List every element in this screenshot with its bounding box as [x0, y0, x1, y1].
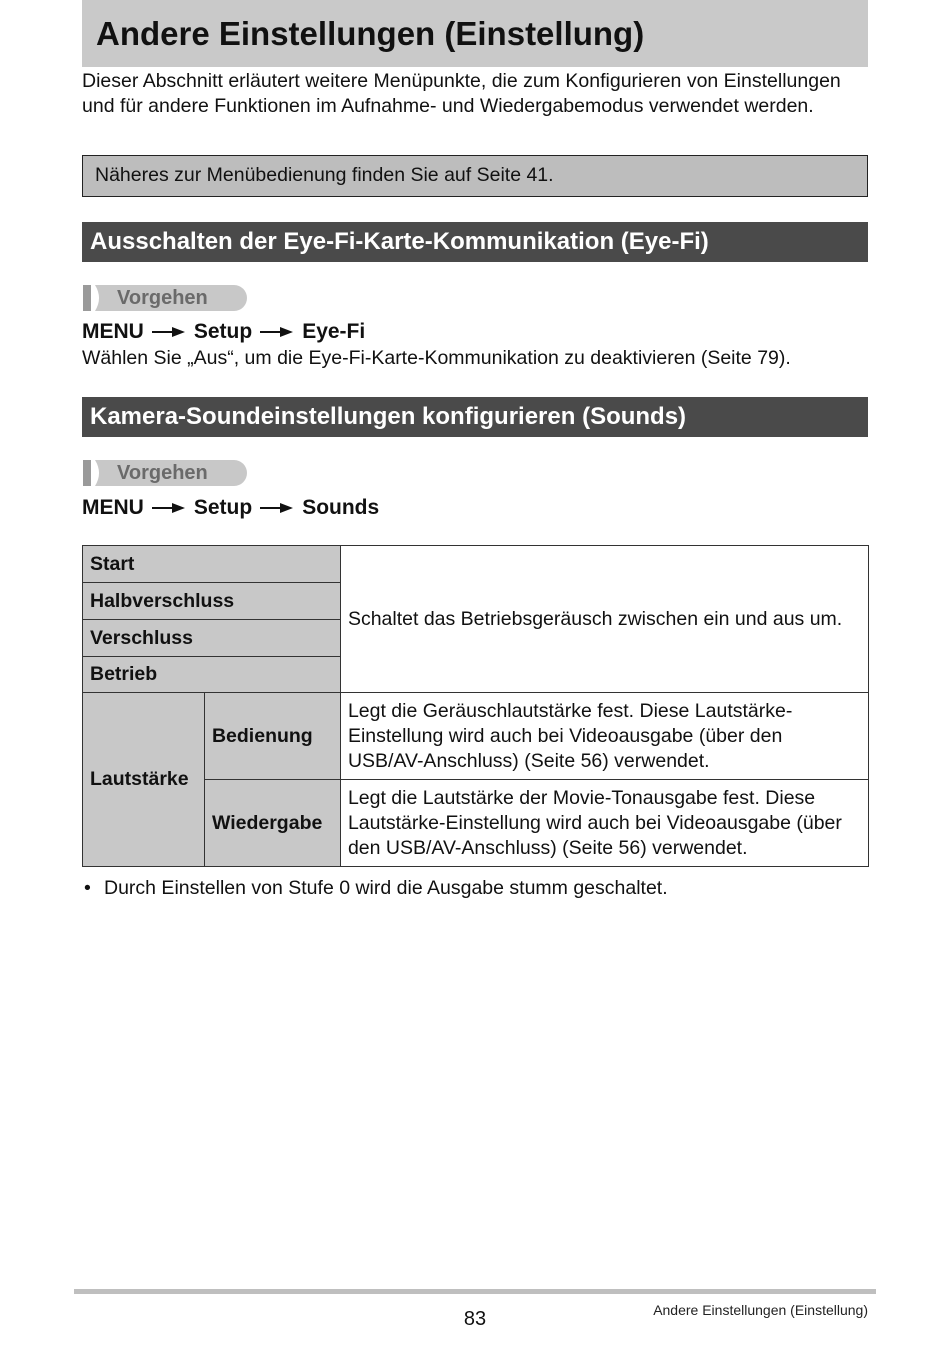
section-heading-eyefi: Ausschalten der Eye-Fi-Karte-Kommunikation (Eye-Fi) [82, 222, 868, 262]
arrow-right-icon [152, 502, 186, 514]
procedure-notch-icon [91, 460, 103, 486]
path-step-setup: Setup [193, 320, 253, 343]
sound-settings-table [82, 545, 869, 867]
bullet-icon: • [84, 877, 91, 899]
bullet-note [84, 876, 668, 901]
path-step-eyefi: Eye-Fi [302, 320, 366, 343]
setting-description: Legt die Lautstärke der Movie-Tonausgabe fest. Diese Lautstärke-Einstellung wird auch bei Videoausgabe (über den USB/AV-Anschluss) (Seite 56) verwendet. [340, 780, 868, 867]
path-step-menu: MENU [82, 320, 144, 343]
path-step-sounds: Sounds [302, 496, 380, 519]
setting-verschluss: Verschluss [83, 620, 341, 657]
arrow-right-icon [152, 326, 186, 338]
menu-path-eyefi [82, 319, 365, 345]
procedure-badge-sounds [83, 460, 247, 486]
procedure-label: Vorgehen [117, 462, 208, 484]
table-row [83, 693, 869, 780]
arrow-right-icon [260, 326, 294, 338]
bullet-text: Durch Einstellen von Stufe 0 wird die Ausgabe stumm geschaltet. [104, 877, 668, 899]
menu-path-sounds [82, 495, 379, 521]
setting-halbverschluss: Halbverschluss [83, 583, 341, 620]
running-footer-title: Andere Einstellungen (Einstellung) [653, 1302, 868, 1318]
page-title: Andere Einstellungen (Einstellung) [82, 0, 868, 67]
setting-bedienung: Bedienung [204, 693, 340, 780]
setting-description: Schaltet das Betriebsgeräusch zwischen ein und aus um. [340, 546, 868, 693]
footer-divider [74, 1289, 876, 1294]
setting-lautstaerke: Lautstärke [83, 693, 205, 867]
setting-description: Legt die Geräuschlautstärke fest. Diese Lautstärke-Einstellung wird auch bei Videoausgabe (über den USB/AV-Anschluss) (Seite 56) verwendet. [340, 693, 868, 780]
path-step-setup: Setup [193, 496, 253, 519]
intro-paragraph: Dieser Abschnitt erläutert weitere Menüpunkte, die zum Konfigurieren von Einstellungen und für andere Funktionen im Aufnahme- und Wiedergabemodus verwendet werden. [82, 70, 841, 117]
menu-reference-note: Näheres zur Menübedienung finden Sie auf Seite 41. [82, 155, 868, 197]
path-step-menu: MENU [82, 496, 144, 519]
page-number: 83 [463, 1308, 487, 1330]
section-heading-sounds: Kamera-Soundeinstellungen konfigurieren (Sounds) [82, 397, 868, 437]
setting-wiedergabe: Wiedergabe [204, 780, 340, 867]
arrow-right-icon [260, 502, 294, 514]
procedure-badge-eyefi [83, 285, 247, 311]
procedure-notch-icon [91, 285, 103, 311]
eyefi-instruction: Wählen Sie „Aus“, um die Eye-Fi-Karte-Kommunikation zu deaktivieren (Seite 79). [82, 347, 791, 369]
procedure-label: Vorgehen [117, 287, 208, 309]
setting-start: Start [83, 546, 341, 583]
setting-betrieb: Betrieb [83, 657, 341, 693]
table-row [83, 546, 869, 583]
